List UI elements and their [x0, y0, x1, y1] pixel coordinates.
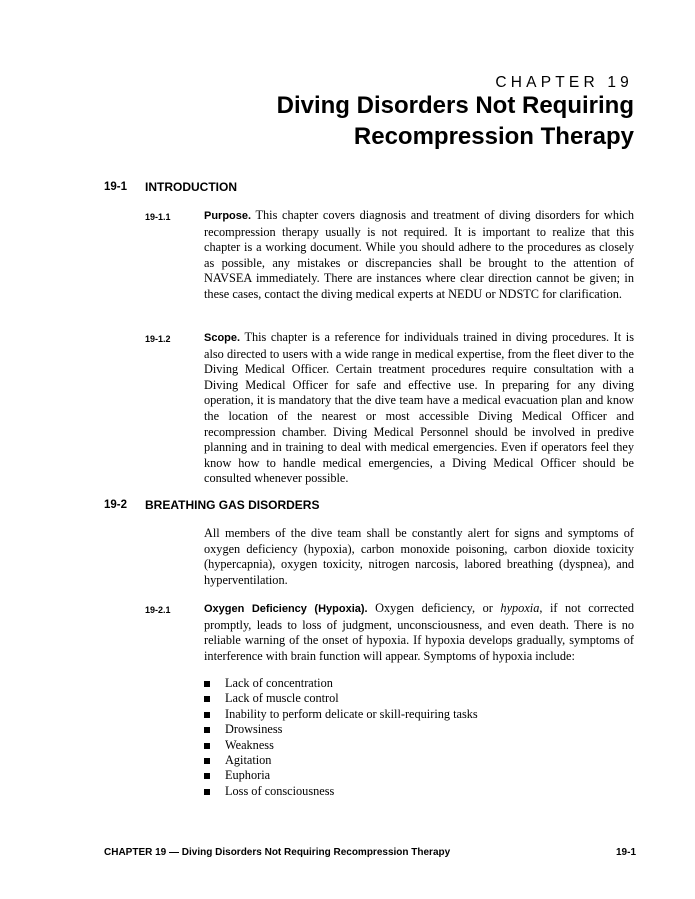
- bullet-square-icon: [204, 773, 210, 779]
- list-item-text: Lack of muscle control: [225, 691, 339, 706]
- bullet-square-icon: [204, 696, 210, 702]
- paragraph-text: This chapter covers diagnosis and treatment of diving disorders for which recompression therapy usually is not required. It is important to realize that this chapter is a working document. While you should adhere to the procedures as closely as possible, any mistakes or discrepancies shall be brought to the attention of NAVSEA immediately. There are instances where clear direction cannot be given; in these cases, contact the diving medical experts at NEDU or NDSTC for clarification.: [204, 208, 634, 301]
- paragraph-text: This chapter is a reference for individuals trained in diving procedures. It is also directed to users with a wide range in medical expertise, from the fleet diver to the Diving Medical Officer. Certain treatment procedures require consultation with a Diving Medical Officer for safe and effective use. In preparing for any diving operation, it is mandatory that the dive team have a medical evacuation plan and know the location of the nearest or most accessible Diving Medical Officer and recompression chamber. Diving Medical Personnel should be involved in predive planning and in training to deal with medical emergencies. Even if operators feel they know how to handle medical emergencies, a Diving Medical Officer should be consulted whenever possible.: [204, 330, 634, 486]
- paragraph-italic-term: hypoxia: [500, 601, 540, 615]
- list-item: [204, 676, 478, 691]
- list-item: [204, 768, 478, 783]
- list-item-text: Agitation: [225, 753, 272, 768]
- list-item: [204, 784, 478, 799]
- list-item: [204, 707, 478, 722]
- bullet-square-icon: [204, 681, 210, 687]
- bullet-square-icon: [204, 743, 210, 749]
- bullet-square-icon: [204, 712, 210, 718]
- chapter-label: CHAPTER 19: [495, 74, 633, 91]
- list-item: [204, 691, 478, 706]
- bullet-square-icon: [204, 789, 210, 795]
- chapter-title-line-2: Recompression Therapy: [353, 123, 634, 150]
- section-number: 19-2: [104, 499, 128, 511]
- paragraph-lead: Oxygen Deficiency (Hypoxia).: [204, 603, 368, 615]
- list-item: [204, 738, 478, 753]
- section-title: BREATHING GAS DISORDERS: [145, 498, 320, 512]
- list-item-text: Euphoria: [225, 768, 271, 783]
- section-title: INTRODUCTION: [145, 180, 237, 194]
- list-item-text: Inability to perform delicate or skill-requiring tasks: [225, 706, 478, 721]
- list-item: [204, 722, 478, 737]
- list-item-text: Weakness: [225, 737, 274, 752]
- chapter-title-line-1: Diving Disorders Not Requiring: [276, 92, 634, 119]
- list-item-text: Loss of consciousness: [225, 783, 335, 798]
- list-item-text: Lack of concentration: [225, 676, 333, 690]
- chapter-title: [277, 90, 634, 152]
- list-item: [204, 753, 478, 768]
- subsection-number: 19-1.1: [145, 212, 171, 222]
- paragraph-lead: Scope.: [204, 332, 241, 344]
- subsection-number: 19-1.2: [145, 334, 171, 344]
- subsection-number: 19-2.1: [145, 605, 171, 615]
- paragraph-text: Oxygen deficiency, or: [375, 601, 493, 615]
- paragraph-text: , if not corrected promptly, leads to loss of judgment, unconsciousness, and even death. There is no reliable warning of the onset of hypoxia. If hypoxia develops gradually, symptoms of interference with brain function will appear. Symptoms of hypoxia include:: [204, 601, 635, 663]
- footer-chapter-title: CHAPTER 19 — Diving Disorders Not Requiring Recompression Therapy: [104, 847, 451, 858]
- page-number: 19-1: [615, 847, 636, 858]
- list-item-text: Drowsiness: [225, 722, 283, 737]
- paragraph-lead: Purpose.: [204, 210, 252, 222]
- paragraph-intro: All members of the dive team shall be constantly alert for signs and symptoms of oxygen deficiency (hypoxia), carbon monoxide poisoning, carbon dioxide toxicity (hypercapnia), oxygen toxicity, nitrogen narcosis, labored breathing (dyspnea), and hyperventilation.: [204, 526, 634, 587]
- paragraph-hypoxia: [204, 601, 634, 664]
- section-number: 19-1: [104, 181, 128, 193]
- bullet-square-icon: [204, 727, 210, 733]
- symptom-list: [204, 676, 478, 799]
- bullet-square-icon: [204, 758, 210, 764]
- paragraph-scope: [204, 330, 634, 487]
- paragraph-purpose: [204, 208, 634, 303]
